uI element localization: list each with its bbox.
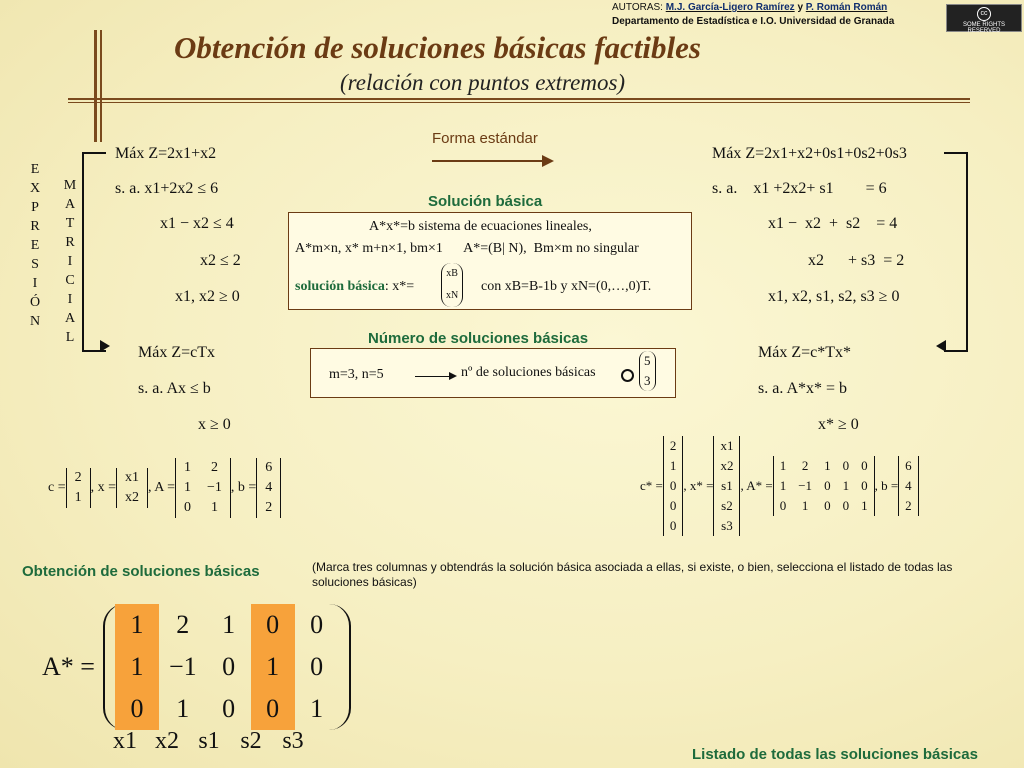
A-cell: −1 [206,480,222,495]
x-cell: x1 [125,470,140,485]
left-bracket [82,152,106,352]
Astar-cell: 1 [861,498,868,513]
Astar-cell: 0 [824,478,831,493]
right-matrices [640,436,919,536]
author-sep: y [797,2,803,13]
num-solutions-box [310,348,676,398]
selector-cell-col1[interactable]: 1 [115,646,159,688]
selector-cell-col4[interactable]: 1 [251,646,295,688]
author2-link[interactable]: P. Román Román [805,2,888,13]
right-matrix-nonneg: x* ≥ 0 [818,416,859,433]
list-all-solutions-link[interactable]: Listado de todas las soluciones básicas [692,746,978,763]
selector-columns [104,728,314,755]
Astar-cell: −1 [798,478,813,493]
bstar-cell: 6 [905,458,912,473]
obtain-note: (Marca tres columnas y obtendrás la solución básica asociada a ellas, si existe, o bien, selecciona el listado de todas las soluciones básicas) [312,560,953,589]
num-solutions-lhs: m=3, n=5 [329,367,384,382]
Astar-cell: 0 [842,498,850,513]
A-cell: 0 [183,500,191,515]
basic-solution-detail: con xB=B-1b y xN=(0,…,0)T. [481,279,652,294]
page-subtitle: (relación con puntos extremos) [340,70,626,95]
author1-link[interactable]: M.J. García-Ligero Ramírez [665,2,795,13]
matricial-letter: L [65,330,75,345]
column-label-x1[interactable]: x1 [113,728,137,754]
b-cell: 2 [265,500,273,515]
xstar-cell: x1 [720,438,734,453]
num-solutions-label: nº de soluciones básicas [461,365,596,380]
left-matrix-objective: Máx Z=cTx [138,344,215,361]
cstar-cell: 0 [669,478,677,493]
selector-A-label: A* = [42,652,95,681]
selector-cell-col1[interactable]: 1 [115,604,159,646]
basic-solution-vector [441,263,463,307]
basic-solution-heading: Solución básica [428,193,543,210]
Astar-cell: 2 [801,458,809,473]
cstar-label: c* = [640,478,663,493]
right-constraint-1: s. a. x1 +2x2+ s1 = 6 [712,180,887,197]
expresion-letter: P [31,200,39,215]
left-objective: Máx Z=2x1+x2 [115,145,217,162]
matricial-letter: A [64,311,76,326]
selector-cell-col5[interactable]: 0 [310,610,324,639]
num-solutions-heading: Número de soluciones básicas [368,330,589,347]
expresion-letter: Ó [29,295,41,310]
label-expresion [28,160,42,331]
column-label-x2[interactable]: x2 [155,728,179,754]
cstar-cell: 1 [669,458,677,473]
Astar-cell: 0 [861,458,868,473]
matricial-letter: T [65,216,75,231]
c-vector [66,468,91,508]
binom-bottom: 3 [644,373,651,388]
cstar-cell: 0 [669,498,677,513]
b-label: , b = [230,480,257,495]
left-constraint-2: x1 − x2 ≤ 4 [160,215,234,232]
selector-cell-col3[interactable]: 0 [222,694,236,723]
left-constraint-3: x2 ≤ 2 [200,252,241,269]
x-vector [116,468,148,508]
left-constraint-1: s. a. x1+2x2 ≤ 6 [115,180,219,197]
xstar-label: , x* = [683,478,714,493]
right-constraint-2: x1 − x2 + s2 = 4 [768,215,898,232]
selector-matrix [103,604,351,730]
cc-license-badge[interactable] [946,4,1022,32]
expresion-letter: E [30,162,40,177]
A-cell: 1 [210,500,218,515]
right-bracket [944,152,968,352]
right-arrowhead [936,340,946,352]
vertical-rule-2 [100,30,102,142]
left-matrix-constraint: s. a. Ax ≤ b [138,380,211,397]
matricial-letter: C [65,273,75,288]
selector-cell-col3[interactable]: 0 [222,652,236,681]
basic-solution-box [288,212,692,310]
left-matrix-nonneg: x ≥ 0 [198,416,231,433]
bstar-cell: 2 [905,498,912,513]
xstar-cell: s1 [721,478,733,493]
column-label-s3[interactable]: s3 [282,728,304,754]
A-cell: 2 [210,460,218,475]
Astar-matrix [773,456,875,516]
horizontal-rule-1 [68,98,970,100]
horizontal-rule-2 [68,102,970,103]
binom-top: 5 [644,353,651,368]
Astar-label: , A* = [740,478,773,493]
Astar-cell: 1 [779,478,787,493]
Astar-cell: 0 [824,498,831,513]
basic-solution-label: solución básica [295,279,385,294]
authors-prefix: AUTORAS: [612,2,663,13]
Astar-cell: 0 [779,498,787,513]
selector-area [42,604,351,730]
Astar-cell: 0 [842,458,850,473]
equals-bullet-icon [621,369,634,382]
selector-cell-col2[interactable]: 1 [176,694,190,723]
bstar-label: , b = [874,478,899,493]
vec-xn: xN [446,290,459,301]
standard-form-label: Forma estándar [432,130,538,147]
xstar-cell: s2 [721,498,733,513]
c-label: c = [48,480,66,495]
column-label-s2[interactable]: s2 [240,728,262,754]
basic-solution-line1: A*x*=b sistema de ecuaciones lineales, [369,219,592,234]
b-cell: 6 [265,460,273,475]
matricial-letter: M [63,178,77,193]
right-constraint-3: x2 + s3 = 2 [808,252,905,269]
column-label-s1[interactable]: s1 [198,728,220,754]
basic-solution-eq: : x*= [384,279,415,294]
A-cell: 1 [183,460,191,475]
c-cell: 2 [74,470,82,485]
selector-cell-col1[interactable]: 0 [115,688,159,730]
Astar-cell: 1 [801,498,809,513]
selector-cell-col5[interactable]: 0 [310,652,324,681]
left-constraint-4: x1, x2 ≥ 0 [175,288,240,305]
x-cell: x2 [125,490,140,505]
selector-cell-col4[interactable]: 0 [251,604,295,646]
Astar-cell: 1 [824,458,831,473]
xstar-cell: s3 [721,518,733,533]
expresion-letter: I [32,276,38,291]
selector-cell-col2[interactable]: −1 [168,652,197,681]
cstar-cell: 0 [669,518,677,533]
right-objective: Máx Z=2x1+x2+0s1+0s2+0s3 [712,145,907,162]
A-cell: 1 [183,480,191,495]
selector-cell-col5[interactable]: 1 [310,694,324,723]
A-label: , A = [148,480,175,495]
standard-form-arrow [432,160,544,162]
page-title: Obtención de soluciones básicas factibles [174,30,701,65]
Astar-cell: 0 [861,478,868,493]
bstar-vector [898,456,919,516]
binomial [639,351,656,391]
b-cell: 4 [265,480,273,495]
expresion-letter: R [30,219,40,234]
selector-cell-col4[interactable]: 0 [251,688,295,730]
b-vector [256,458,281,518]
matricial-letter: A [64,197,76,212]
num-arrowhead [449,372,457,380]
expresion-letter: N [29,314,41,329]
cstar-vector [663,436,684,536]
license-label: SOME RIGHTS RESERVED [962,22,1005,34]
bstar-cell: 4 [905,478,912,493]
cc-icon: cc [977,7,991,21]
A-matrix [175,458,231,518]
c-cell: 1 [74,490,82,505]
left-arrowhead [100,340,110,352]
Astar-cell: 1 [842,478,850,493]
label-matricial [63,176,77,347]
xstar-cell: x2 [720,458,734,473]
expresion-letter: S [31,257,39,272]
right-matrix-objective: Máx Z=c*Tx* [758,344,851,361]
x-label: , x = [90,480,117,495]
selector-cell-col3[interactable]: 1 [222,610,236,639]
expresion-letter: X [29,181,41,196]
expresion-letter: E [30,238,40,253]
right-matrix-constraint: s. a. A*x* = b [758,380,848,397]
matricial-letter: I [67,254,73,269]
vec-xb: xB [446,268,458,279]
left-matrices [48,458,281,518]
authors-line [612,2,887,13]
matricial-letter: R [65,235,75,250]
department: Departamento de Estadística e I.O. Universidad de Granada [612,16,895,27]
right-constraint-4: x1, x2, s1, s2, s3 ≥ 0 [768,288,900,305]
cstar-cell: 2 [669,438,677,453]
vertical-rule-1 [94,30,97,142]
matricial-letter: I [67,292,73,307]
num-arrow [415,376,451,377]
basic-solution-line2: A*m×n, x* m+n×1, bm×1 A*=(B| N), Bm×m no singular [295,241,639,256]
xstar-vector [713,436,740,536]
obtain-heading: Obtención de soluciones básicas [22,563,260,580]
selector-cell-col2[interactable]: 2 [176,610,190,639]
Astar-cell: 1 [779,458,787,473]
arrow-head [542,155,554,167]
